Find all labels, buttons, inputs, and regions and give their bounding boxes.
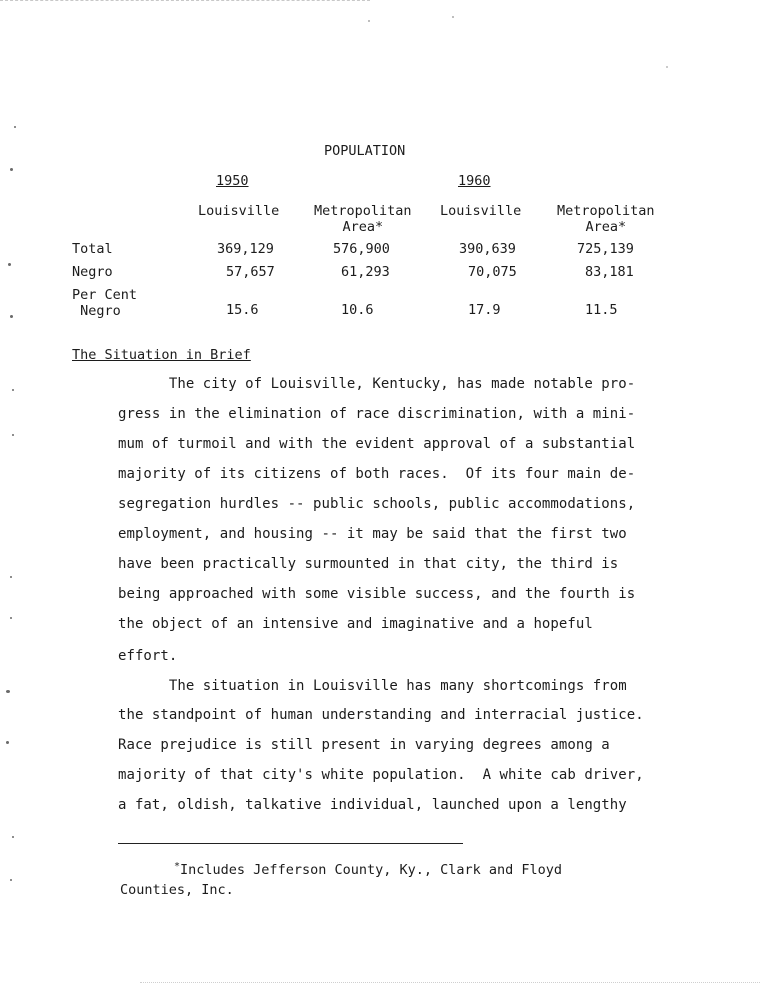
table-cell: 390,639	[459, 241, 516, 257]
paragraph-line: being approached with some visible success, and the fourth is	[118, 586, 636, 602]
column-header-louisville-1960: Louisville	[440, 203, 522, 219]
column-header-louisville-1950: Louisville	[198, 203, 280, 219]
year-1960: 1960	[458, 173, 491, 189]
scan-speck	[12, 434, 14, 436]
scan-speck	[14, 126, 16, 128]
paragraph-line: the object of an intensive and imaginative and a hopeful	[118, 616, 593, 632]
paragraph-line: employment, and housing -- it may be said that the first two	[118, 526, 627, 542]
footnote-text: Includes Jefferson County, Ky., Clark and Floyd	[180, 862, 563, 878]
table-cell: 10.6	[341, 302, 374, 318]
paragraph-line: effort.	[118, 648, 178, 664]
paragraph-line: the standpoint of human understanding and interracial justice.	[118, 707, 644, 723]
paragraph-line: segregation hurdles -- public schools, public accommodations,	[118, 496, 636, 512]
scan-speck	[452, 16, 454, 18]
table-cell: 725,139	[577, 241, 634, 257]
paragraph-line: mum of turmoil and with the evident approval of a substantial	[118, 436, 636, 452]
scan-speck	[12, 389, 14, 391]
row-label-negro: Negro	[72, 264, 113, 280]
scan-speck	[6, 690, 10, 693]
table-cell: 61,293	[341, 264, 390, 280]
table-cell: 17.9	[468, 302, 501, 318]
paragraph-line: Race prejudice is still present in varying degrees among a	[118, 737, 610, 753]
paragraph-line: a fat, oldish, talkative individual, launched upon a lengthy	[118, 797, 627, 813]
scan-speck	[12, 836, 14, 838]
table-cell: 83,181	[585, 264, 634, 280]
table-cell: 369,129	[217, 241, 274, 257]
table-cell: 576,900	[333, 241, 390, 257]
scan-speck	[10, 315, 13, 318]
footnote-marker: *	[174, 861, 181, 872]
scan-speck	[10, 576, 12, 578]
footnote-line-1	[174, 862, 562, 878]
scan-speck	[10, 168, 13, 171]
column-header-metro-1950: Metropolitan Area*	[314, 203, 412, 235]
scan-speck	[10, 879, 12, 881]
scan-speck	[10, 617, 12, 619]
section-heading: The Situation in Brief	[72, 347, 251, 363]
scan-speck	[6, 741, 9, 744]
paragraph-line: majority of that city's white population. A white cab driver,	[118, 767, 644, 783]
table-cell: 57,657	[226, 264, 275, 280]
table-title: POPULATION	[324, 143, 406, 159]
row-label-total: Total	[72, 241, 113, 257]
scan-edge-top	[0, 0, 370, 2]
column-header-metro-1960: Metropolitan Area*	[557, 203, 655, 235]
scan-speck	[368, 20, 370, 22]
paragraph-line: majority of its citizens of both races. Of its four main de-	[118, 466, 636, 482]
scan-edge-bottom	[140, 982, 760, 984]
paragraph-line: gress in the elimination of race discrimination, with a mini-	[118, 406, 636, 422]
paragraph-line: The situation in Louisville has many shortcomings from	[118, 678, 627, 694]
table-cell: 15.6	[226, 302, 259, 318]
footnote-divider	[118, 843, 463, 844]
year-1950: 1950	[216, 173, 249, 189]
scan-speck	[666, 66, 668, 68]
paragraph-line: The city of Louisville, Kentucky, has made notable pro-	[118, 376, 636, 392]
row-label-per-cent-negro: Per Cent Negro	[72, 287, 138, 319]
paragraph-line: have been practically surmounted in that city, the third is	[118, 556, 619, 572]
table-cell: 11.5	[585, 302, 618, 318]
scan-speck	[8, 263, 11, 266]
footnote-line-2: Counties, Inc.	[120, 882, 234, 898]
table-cell: 70,075	[468, 264, 517, 280]
